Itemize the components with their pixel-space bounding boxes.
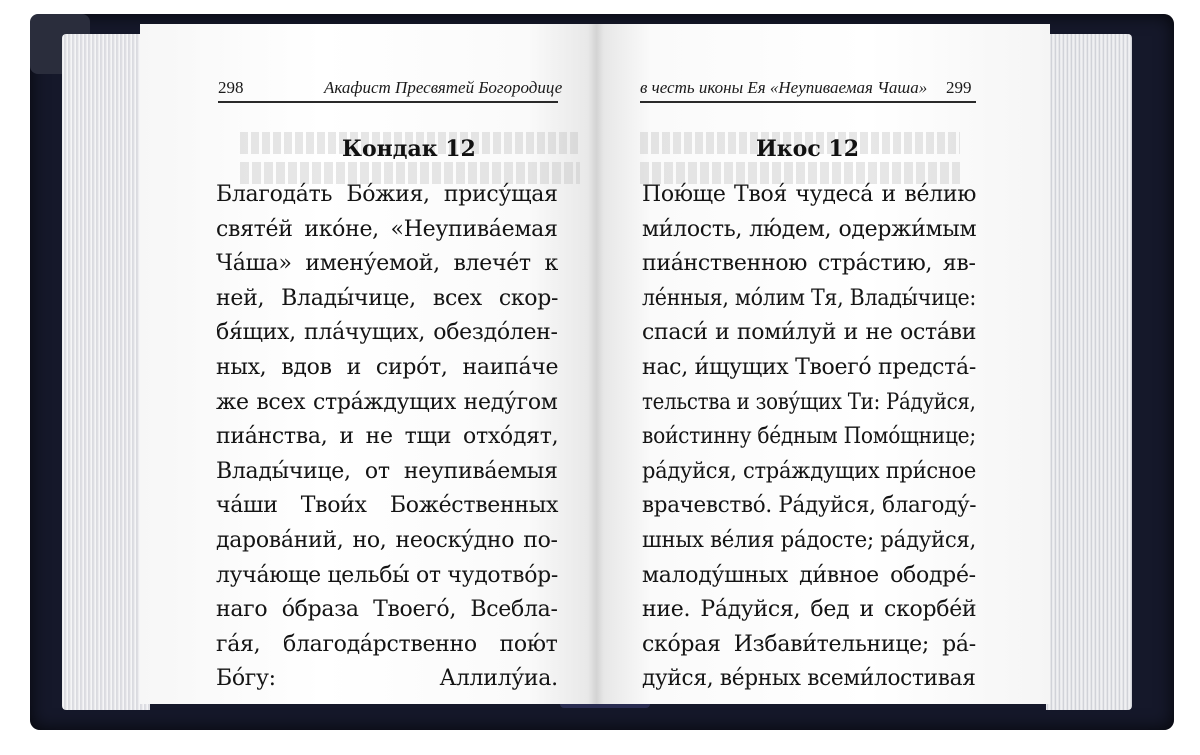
text-line: Ча́ша» имену́емой, влече́т к — [216, 251, 558, 277]
text-line: шных ве́лия ра́досте; ра́дуйся, — [642, 528, 976, 553]
left-head-rule — [218, 101, 558, 103]
left-page-edges — [62, 34, 150, 710]
text-line: святе́й ико́не, «Неупива́емая — [216, 216, 558, 242]
book-gutter — [588, 24, 604, 704]
left-title: Кондак 12 — [342, 136, 476, 162]
text-line: пиа́нственною стра́стию, яв- — [642, 251, 976, 277]
text-line: луча́юще цельбы́ от чудотво́р- — [216, 562, 558, 588]
right-head-rule — [640, 101, 976, 103]
text-line: наго о́браза Твоего́, Всебла- — [216, 597, 558, 623]
right-running-head: в честь иконы Ея «Неупиваемая Чаша» — [640, 78, 928, 97]
text-line: Влады́чице, от неупива́емыя — [216, 458, 558, 484]
text-line: малоду́шных ди́вное ободре́- — [642, 562, 976, 588]
right-page-edges — [1046, 34, 1132, 710]
right-title: Икос 12 — [756, 136, 860, 162]
text-line: ско́рая Избави́тельнице; ра́- — [642, 631, 976, 657]
text-line: пиа́нства, и не тщи отхо́дят, — [216, 424, 559, 450]
text-line: спаси́ и поми́луй и не оста́ви — [642, 320, 977, 346]
text-line: нас, и́щущих Твоего́ предста́- — [642, 355, 977, 380]
text-line: ней, Влады́чице, всех скор- — [216, 285, 559, 311]
left-page-number: 298 — [218, 78, 244, 97]
text-line: ча́ши Твои́х Боже́ственных — [216, 493, 559, 519]
text-line: ра́дуйся, стра́ждущих при́сное — [642, 458, 977, 484]
text-line: Благода́ть Бо́жия, прису́щая — [216, 182, 558, 207]
text-line: врачевство́. Ра́дуйся, благоду́- — [642, 493, 977, 519]
text-line: дарова́ний, но, неоску́дно по- — [216, 528, 558, 553]
text-line: ных, вдов и сиро́т, наипа́че — [216, 355, 559, 380]
text-line: Пою́ще Твоя́ чудеса́ и ве́лию — [642, 182, 977, 207]
text-line: Бо́гу: Аллилу́иа. — [216, 666, 558, 692]
text-line: га́я, благода́рственно пою́т — [216, 631, 558, 657]
right-page-number: 299 — [946, 78, 972, 97]
left-running-head: Акафист Пресвятей Богородице — [324, 78, 563, 97]
text-line: ле́нныя, мо́лим Тя, Влады́чице: — [642, 285, 977, 311]
text-line: бя́щих, пла́чущих, обездо́лен- — [216, 320, 558, 346]
text-line: вои́стинну бе́дным Помо́щнице; — [642, 424, 976, 450]
text-line: ние. Ра́дуйся, бед и скорбе́й — [642, 597, 977, 623]
text-line: дуйся, ве́рных всеми́лостивая — [642, 666, 976, 692]
text-line: тельства и зову́щих Ти: Ра́дуйся, — [642, 389, 976, 415]
text-line: же всех стра́ждущих неду́гом — [216, 389, 558, 415]
text-line: ми́лость, лю́дем, одержи́мым — [642, 216, 977, 242]
